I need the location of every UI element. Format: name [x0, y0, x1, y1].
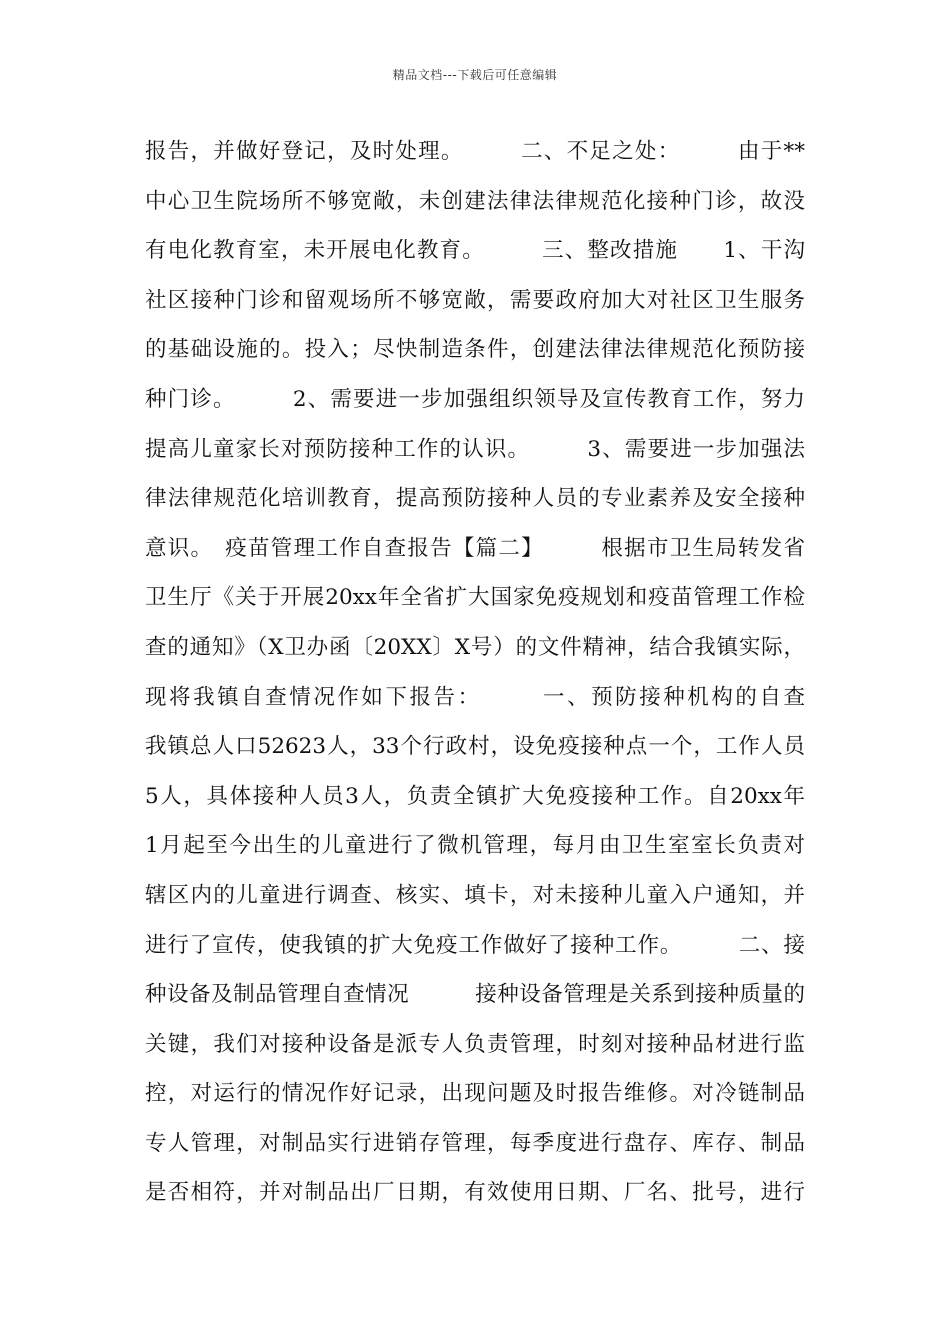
text-line: 提高儿童家长对预防接种工作的认识。 3、需要进一步加强法: [145, 436, 805, 462]
text-line: 现将我镇自查情况作如下报告： 一、预防接种机构的自查: [145, 684, 805, 710]
text-line: 社区接种门诊和留观场所不够宽敞，需要政府加大对社区卫生服务: [145, 287, 805, 313]
text-line: 律法律规范化培训教育，提高预防接种人员的专业素养及安全接种: [145, 486, 805, 512]
body-text: [145, 130, 805, 1221]
text-line: 意识。 疫苗管理工作自查报告【篇二】 根据市卫生局转发省: [145, 535, 805, 561]
text-line: 的基础设施的。投入；尽快制造条件，创建法律法律规范化预防接: [145, 337, 805, 363]
text-line: 我镇总人口52623人，33个行政村，设免疫接种点一个，工作人员: [145, 734, 805, 760]
text-line: 1月起至今出生的儿童进行了微机管理，每月由卫生室室长负责对: [145, 833, 805, 859]
text-line: 控，对运行的情况作好记录，出现问题及时报告维修。对冷链制品: [145, 1081, 805, 1107]
text-line: 有电化教育室，未开展电化教育。 三、整改措施 1、干沟: [145, 238, 805, 264]
text-line: 报告，并做好登记，及时处理。 二、不足之处： 由于**: [145, 139, 805, 164]
text-line: 5人，具体接种人员3人，负责全镇扩大免疫接种工作。自20xx年: [145, 783, 805, 809]
text-line: 是否相符，并对制品出厂日期，有效使用日期、厂名、批号，进行: [145, 1180, 805, 1206]
page-header: 精品文档---下载后可任意编辑: [392, 68, 558, 82]
text-line: 进行了宣传，使我镇的扩大免疫工作做好了接种工作。 二、接: [145, 932, 805, 958]
text-line: 专人管理，对制品实行进销存管理，每季度进行盘存、库存、制品: [145, 1130, 805, 1156]
text-line: 查的通知》（X卫办函〔20XX〕X号）的文件精神，结合我镇实际，: [145, 634, 805, 660]
text-line: 卫生厅《关于开展20xx年全省扩大国家免疫规划和疫苗管理工作检: [145, 585, 805, 611]
text-line: 辖区内的儿童进行调查、核实、填卡，对未接种儿童入户通知，并: [145, 882, 805, 908]
text-line: 关键，我们对接种设备是派专人负责管理，时刻对接种品材进行监: [145, 1031, 805, 1057]
text-line: 种设备及制品管理自查情况 接种设备管理是关系到接种质量的: [145, 982, 805, 1008]
text-line: 中心卫生院场所不够宽敞，未创建法律法律规范化接种门诊，故没: [145, 188, 805, 214]
text-line: 种门诊。 2、需要进一步加强组织领导及宣传教育工作，努力: [145, 386, 805, 412]
